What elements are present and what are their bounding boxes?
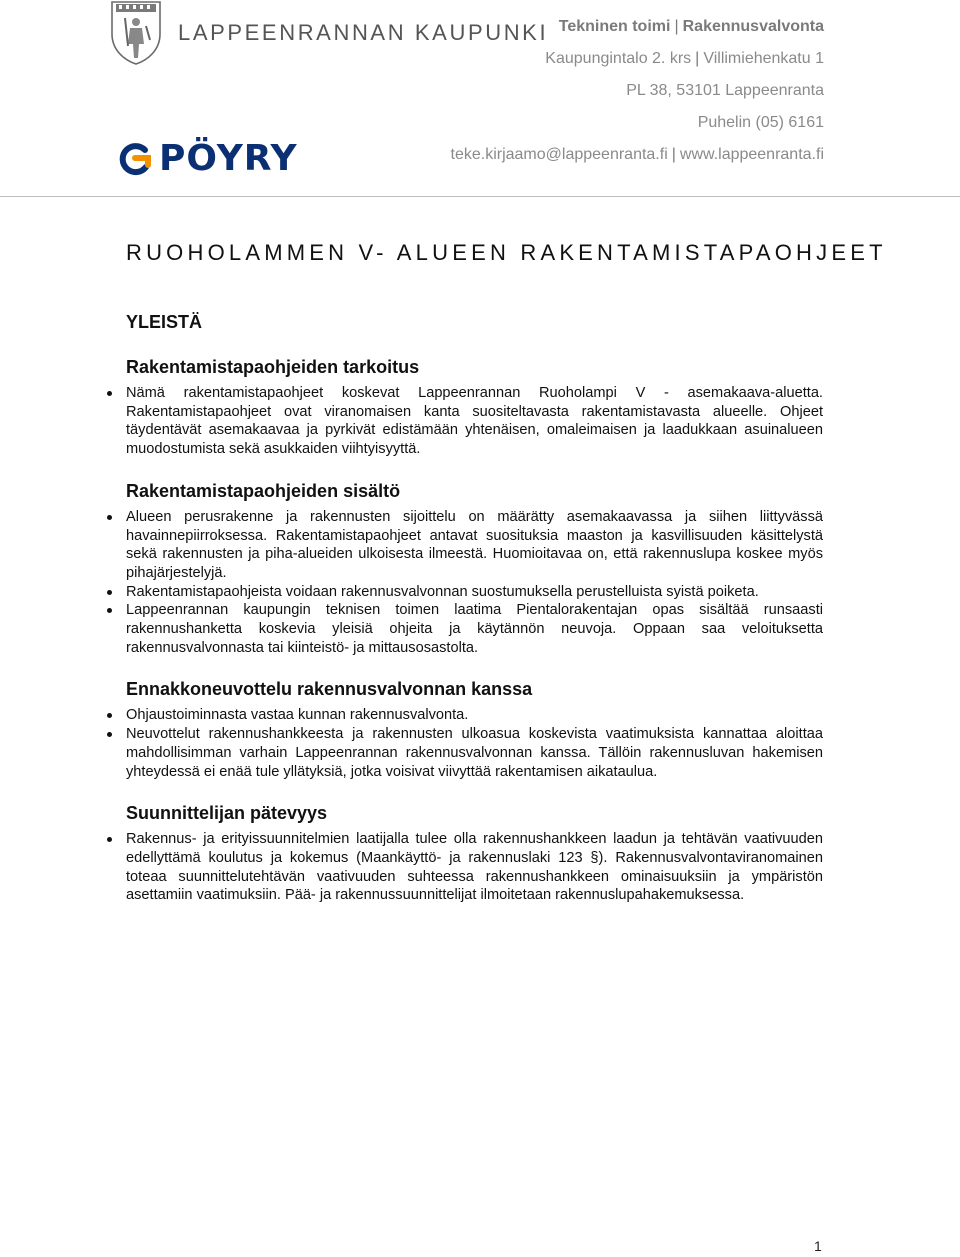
address-street: Villimiehenkatu 1: [703, 50, 824, 67]
email-link[interactable]: teke.kirjaamo@lappeenranta.fi: [450, 146, 668, 163]
consultation-list: [126, 706, 823, 781]
city-name-logo: LAPPEENRANNAN KAUPUNKI: [178, 20, 549, 45]
list-item: Rakennus- ja erityissuunnitelmien laatijalla tulee olla rakennushankkeen laadun ja tehtävän vaativuuden edellyttämä koulutus ja kokemus (Maankäyttö- ja rakennuslaki 123 §). Rakennusvalvontaviranomainen toteaa suunnittelutehtävän vaativuuden suhteessa rakennushankkeen ominaisuuksiin ja ympäristön asettamiin vaatimuksiin. Pää- ja rakennussuunnittelijat ilmoitetaan rakennuslupahakemuksessa.: [126, 831, 823, 904]
heading-designer-competence: Suunnittelijan pätevyys: [126, 803, 328, 824]
heading-consultation: Ennakkoneuvottelu rakennusvalvonnan kanssa: [126, 679, 533, 700]
separator: |: [674, 18, 679, 35]
contact-postal-address: PL 38, 53101 Lappeenranta: [626, 82, 824, 99]
page-number: 1: [814, 1238, 822, 1254]
city-crest-icon: [108, 0, 164, 66]
separator: |: [695, 50, 700, 67]
letterhead: [0, 0, 960, 196]
heading-contents: Rakentamistapaohjeiden sisältö: [126, 480, 401, 501]
list-item: Nämä rakentamistapaohjeet koskevat Lappeenrannan Ruoholampi V - asemakaava-aluetta. Rakentamistapaohjeet ovat viranomaisen kanta suositeltavasta rakentamistavasta alueelle. Ohjeet täydentävät asemakaavaa ja pyrkivät edistämään yhtenäisen, omaleimaisen ja laadukkaan asuinalueen muodostumista sekä asukkaiden viihtyisyyttä.: [126, 385, 823, 458]
poyry-swirl-icon: [115, 141, 151, 177]
list-item: Neuvottelut rakennushankkeesta ja rakennusten ulkoasua koskevista vaatimuksista kannattaa aloittaa mahdollisimman varhain Lappeenrannan rakennusvalvonnan kanssa. Tällöin rakennusluvan hakemisen yhteydessä ei enää tule yllätyksiä, jotka voisivat viivyttää rakentamisen aikataulua.: [126, 726, 823, 780]
document-title: RUOHOLAMMEN V- ALUEEN RAKENTAMISTAPAOHJEET: [126, 240, 887, 265]
heading-purpose: Rakentamistapaohjeiden tarkoitus: [126, 357, 420, 377]
partner-logo: [115, 140, 298, 178]
purpose-list: [126, 384, 823, 459]
address-building: Kaupungintalo 2. krs: [545, 50, 692, 67]
document-body: [126, 240, 887, 905]
contents-list: [126, 508, 823, 658]
list-item: Lappeenrannan kaupungin teknisen toimen laatima Pientalorakentajan opas sisältää runsaasti rakennushanketta koskevia yleisiä ohjeita ja käytännön neuvoja. Oppaan saa veloituksetta rakennusvalvonnasta tai kiinteistö- ja mittausosastolta.: [126, 602, 823, 656]
partner-logo-text: PÖYRY: [159, 138, 298, 179]
designer-list: [126, 830, 823, 905]
header-divider: [0, 196, 960, 197]
unit: Rakennusvalvonta: [682, 18, 824, 35]
website-link[interactable]: www.lappeenranta.fi: [679, 146, 824, 163]
list-item: Rakentamistapaohjeista voidaan rakennusvalvonnan suostumuksella perustelluista syistä poiketa.: [126, 583, 823, 602]
department: Tekninen toimi: [558, 18, 671, 35]
list-item: Alueen perusrakenne ja rakennusten sijoittelu on määrätty asemakaavassa ja siihen liittyvässä havainnepiirroksessa. Rakentamistapaohjeet antavat suosituksia maaston ja kasvillisuuden käsittelystä sekä rakennusten ja piha-alueiden ulkoisesta ilmeestä. Huomioitavaa on, että rakennuslupa koskee myös pihajärjestelyjä.: [126, 508, 823, 581]
contact-address-line: [545, 50, 824, 68]
separator: |: [671, 146, 676, 163]
contact-web-line: [451, 146, 825, 164]
contact-phone: Puhelin (05) 6161: [697, 114, 824, 131]
contact-department-line: [559, 18, 824, 36]
section-title: YLEISTÄ: [126, 312, 203, 332]
list-item: Ohjaustoiminnasta vastaa kunnan rakennusvalvonta.: [126, 706, 823, 725]
